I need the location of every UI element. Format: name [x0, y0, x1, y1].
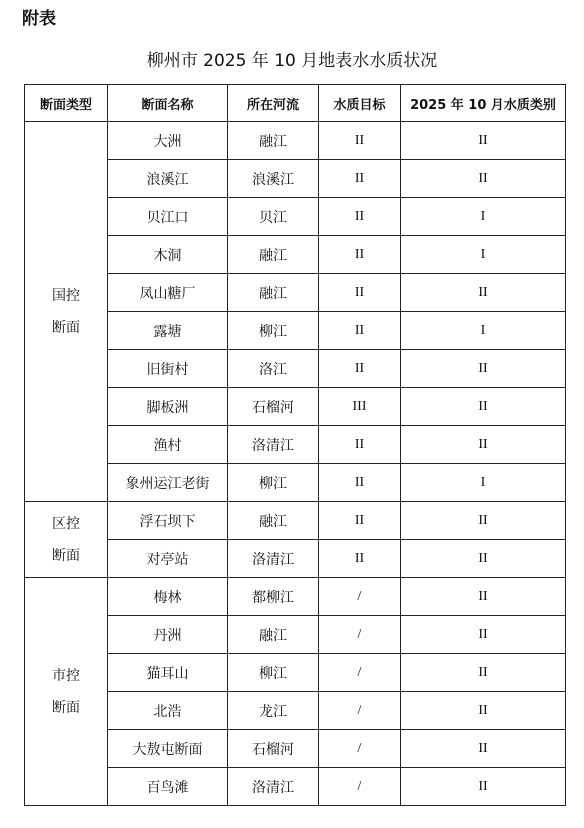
quality-category-cell: II	[401, 654, 566, 692]
river-cell: 浪溪江	[228, 160, 319, 198]
quality-category-cell: II	[401, 426, 566, 464]
quality-target-cell: II	[319, 464, 401, 502]
section-name-cell: 凤山糖厂	[108, 274, 228, 312]
section-type-cell	[25, 122, 108, 502]
header-river: 所在河流	[228, 85, 319, 122]
water-quality-table	[24, 84, 566, 806]
river-cell: 石榴河	[228, 388, 319, 426]
section-name-cell: 木洞	[108, 236, 228, 274]
quality-target-cell: II	[319, 312, 401, 350]
river-cell: 融江	[228, 616, 319, 654]
section-name-cell: 旧街村	[108, 350, 228, 388]
quality-category-cell: II	[401, 160, 566, 198]
quality-category-cell: II	[401, 730, 566, 768]
river-cell: 融江	[228, 502, 319, 540]
header-quality-category: 2025 年 10 月水质类别	[401, 85, 566, 122]
section-type-line: 断面	[52, 699, 80, 716]
river-cell: 洛清江	[228, 540, 319, 578]
river-cell: 柳江	[228, 464, 319, 502]
quality-target-cell: III	[319, 388, 401, 426]
section-name-cell: 大敖屯断面	[108, 730, 228, 768]
quality-target-cell: II	[319, 274, 401, 312]
section-name-cell: 露塘	[108, 312, 228, 350]
quality-category-cell: II	[401, 616, 566, 654]
river-cell: 都柳江	[228, 578, 319, 616]
quality-target-cell: /	[319, 616, 401, 654]
section-type-line: 国控	[52, 287, 80, 304]
section-name-cell: 脚板洲	[108, 388, 228, 426]
section-type-line: 市控	[52, 667, 80, 684]
section-name-cell: 渔村	[108, 426, 228, 464]
river-cell: 贝江	[228, 198, 319, 236]
table-header-row	[25, 85, 566, 122]
quality-category-cell: II	[401, 692, 566, 730]
table-row	[25, 578, 566, 616]
quality-target-cell: II	[319, 426, 401, 464]
section-name-cell: 象州运江老街	[108, 464, 228, 502]
section-type-line: 断面	[52, 547, 80, 564]
quality-category-cell: II	[401, 540, 566, 578]
quality-category-cell: I	[401, 198, 566, 236]
quality-target-cell: II	[319, 236, 401, 274]
header-section-type: 断面类型	[25, 85, 108, 122]
river-cell: 融江	[228, 236, 319, 274]
river-cell: 石榴河	[228, 730, 319, 768]
river-cell: 柳江	[228, 654, 319, 692]
quality-category-cell: II	[401, 768, 566, 806]
quality-category-cell: II	[401, 578, 566, 616]
header-quality-target: 水质目标	[319, 85, 401, 122]
quality-category-cell: II	[401, 502, 566, 540]
header-section-name: 断面名称	[108, 85, 228, 122]
quality-target-cell: II	[319, 502, 401, 540]
section-name-cell: 北浩	[108, 692, 228, 730]
quality-category-cell: II	[401, 350, 566, 388]
table-body	[25, 122, 566, 806]
quality-category-cell: II	[401, 388, 566, 426]
quality-category-cell: II	[401, 122, 566, 160]
table-title: 柳州市 2025 年 10 月地表水水质状况	[146, 51, 438, 71]
quality-category-cell: I	[401, 464, 566, 502]
quality-category-cell: I	[401, 312, 566, 350]
section-name-cell: 梅林	[108, 578, 228, 616]
quality-target-cell: /	[319, 768, 401, 806]
section-name-cell: 猫耳山	[108, 654, 228, 692]
quality-target-cell: II	[319, 122, 401, 160]
river-cell: 融江	[228, 122, 319, 160]
quality-target-cell: /	[319, 692, 401, 730]
river-cell: 融江	[228, 274, 319, 312]
quality-target-cell: II	[319, 350, 401, 388]
section-type-cell	[25, 578, 108, 806]
quality-target-cell: /	[319, 654, 401, 692]
quality-target-cell: /	[319, 730, 401, 768]
section-name-cell: 浪溪江	[108, 160, 228, 198]
section-name-cell: 丹洲	[108, 616, 228, 654]
river-cell: 柳江	[228, 312, 319, 350]
quality-target-cell: /	[319, 578, 401, 616]
appendix-label: 附表	[22, 9, 56, 29]
quality-category-cell: I	[401, 236, 566, 274]
section-name-cell: 贝江口	[108, 198, 228, 236]
table-row	[25, 502, 566, 540]
quality-category-cell: II	[401, 274, 566, 312]
section-name-cell: 对亭站	[108, 540, 228, 578]
section-type-line: 区控	[52, 515, 80, 532]
quality-target-cell: II	[319, 198, 401, 236]
section-name-cell: 百鸟滩	[108, 768, 228, 806]
river-cell: 洛江	[228, 350, 319, 388]
section-type-cell	[25, 502, 108, 578]
river-cell: 洛清江	[228, 426, 319, 464]
section-type-line: 断面	[52, 319, 80, 336]
quality-target-cell: II	[319, 540, 401, 578]
section-name-cell: 大洲	[108, 122, 228, 160]
river-cell: 龙江	[228, 692, 319, 730]
table-row	[25, 122, 566, 160]
section-name-cell: 浮石坝下	[108, 502, 228, 540]
river-cell: 洛清江	[228, 768, 319, 806]
quality-target-cell: II	[319, 160, 401, 198]
